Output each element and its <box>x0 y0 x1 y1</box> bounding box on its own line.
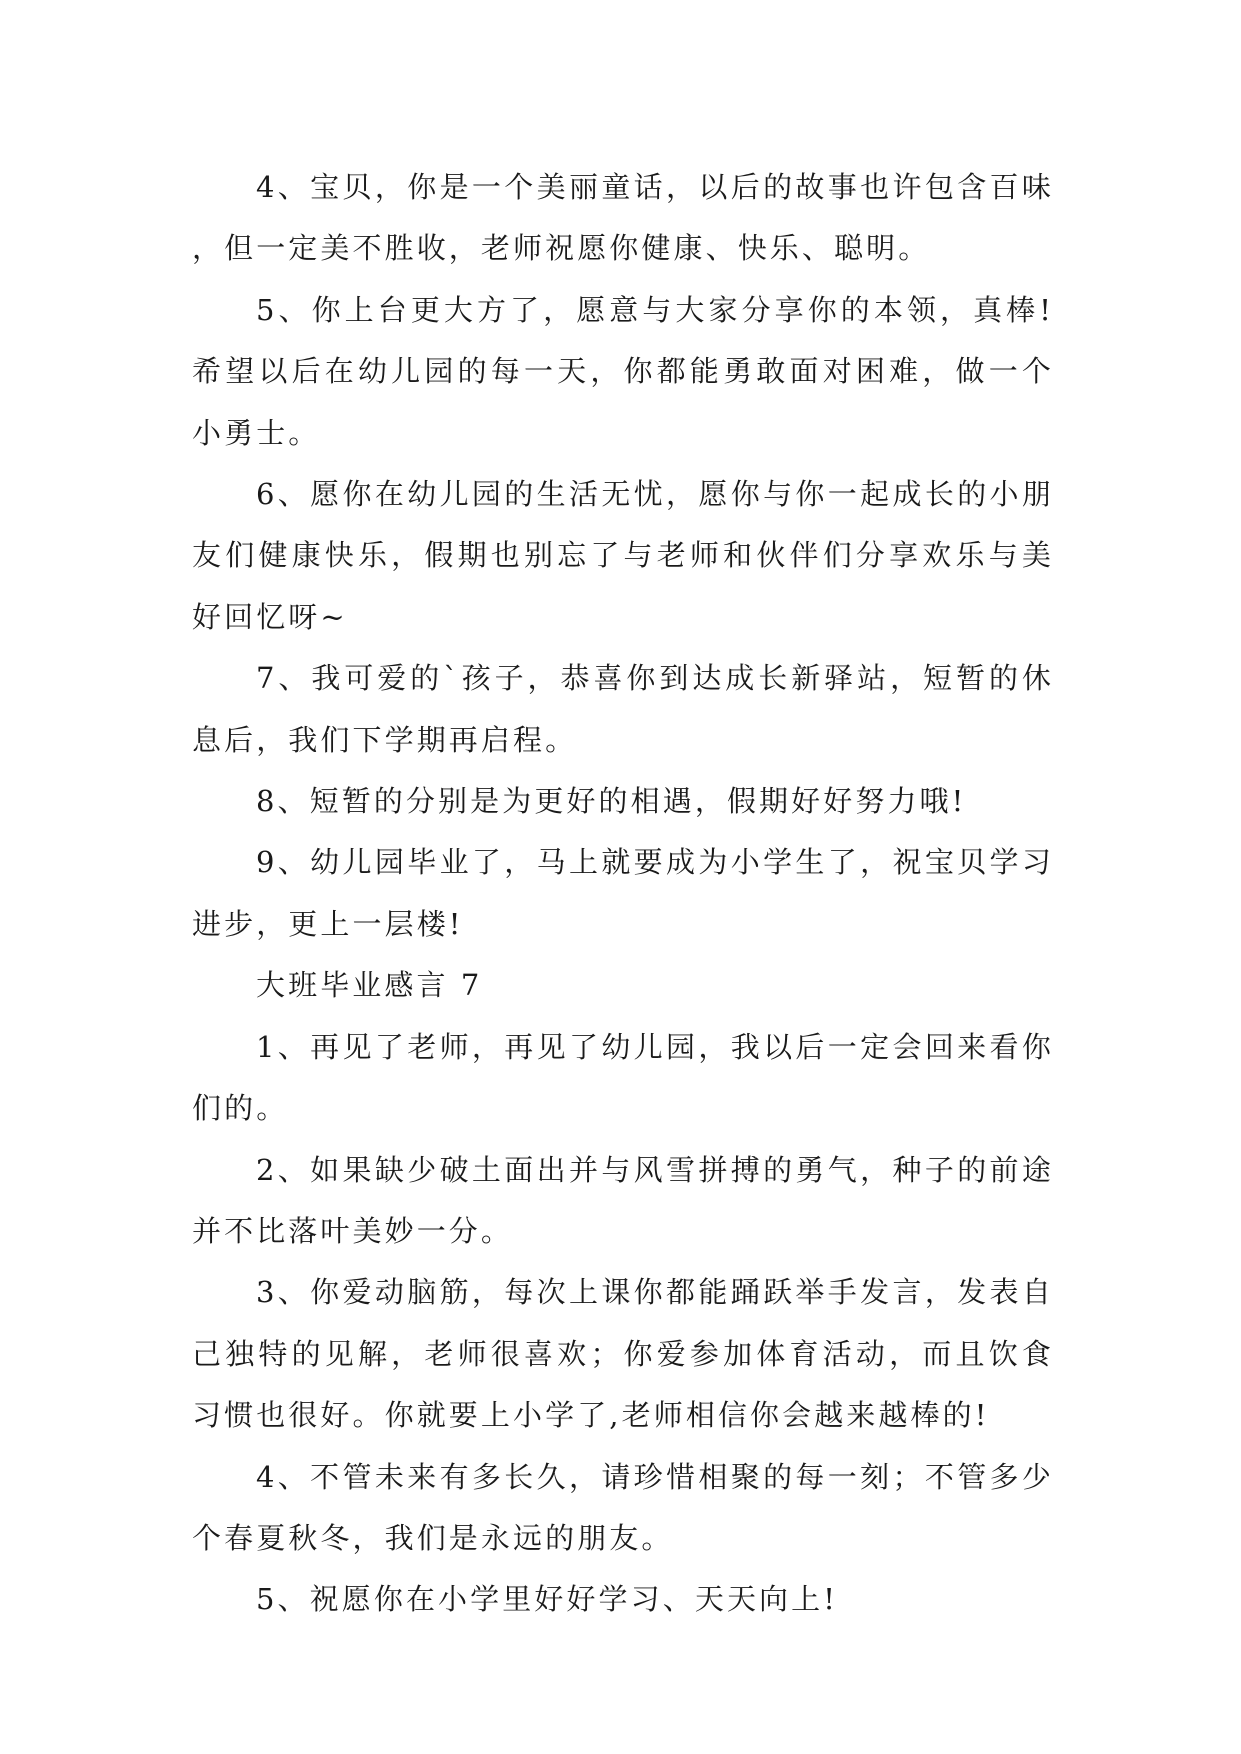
paragraph-9: 9、幼儿园毕业了，马上就要成为小学生了，祝宝贝学习进步，更上一层楼! <box>192 845 1054 941</box>
paragraph-6: 6、愿你在幼儿园的生活无忧，愿你与你一起成长的小朋友们健康快乐，假期也别忘了与老师和伙伴们分享欢乐与美好回忆呀~ <box>192 477 1054 634</box>
section-paragraph-5: 5、祝愿你在小学里好好学习、天天向上! <box>256 1582 839 1617</box>
section-paragraph-3: 3、你爱动脑筋，每次上课你都能踊跃举手发言，发表自己独特的见解，老师很喜欢；你爱参加体育活动，而且饮食习惯也很好。你就要上小学了,老师相信你会越来越棒的! <box>192 1275 1054 1433</box>
section-heading: 大班毕业感言 7 <box>256 968 483 1003</box>
paragraph-4: 4、宝贝，你是一个美丽童话，以后的故事也许包含百味，但一定美不胜收，老师祝愿你健康、快乐、聪明。 <box>192 170 1054 266</box>
paragraph-5: 5、你上台更大方了，愿意与大家分享你的本领，真棒!希望以后在幼儿园的每一天，你都能勇敢面对困难，做一个小勇士。 <box>192 292 1054 450</box>
document-body <box>192 157 1054 1631</box>
section-paragraph-1: 1、再见了老师，再见了幼儿园，我以后一定会回来看你们的。 <box>192 1029 1054 1126</box>
section-paragraph-4: 4、不管未来有多长久，请珍惜相聚的每一刻；不管多少个春夏秋冬，我们是永远的朋友。 <box>192 1459 1054 1555</box>
paragraph-7: 7、我可爱的`孩子，恭喜你到达成长新驿站，短暂的休息后，我们下学期再启程。 <box>192 661 1054 757</box>
paragraph-8: 8、短暂的分别是为更好的相遇，假期好好努力哦! <box>256 784 967 819</box>
section-paragraph-2: 2、如果缺少破土面出并与风雪拼搏的勇气，种子的前途并不比落叶美妙一分。 <box>192 1152 1054 1248</box>
